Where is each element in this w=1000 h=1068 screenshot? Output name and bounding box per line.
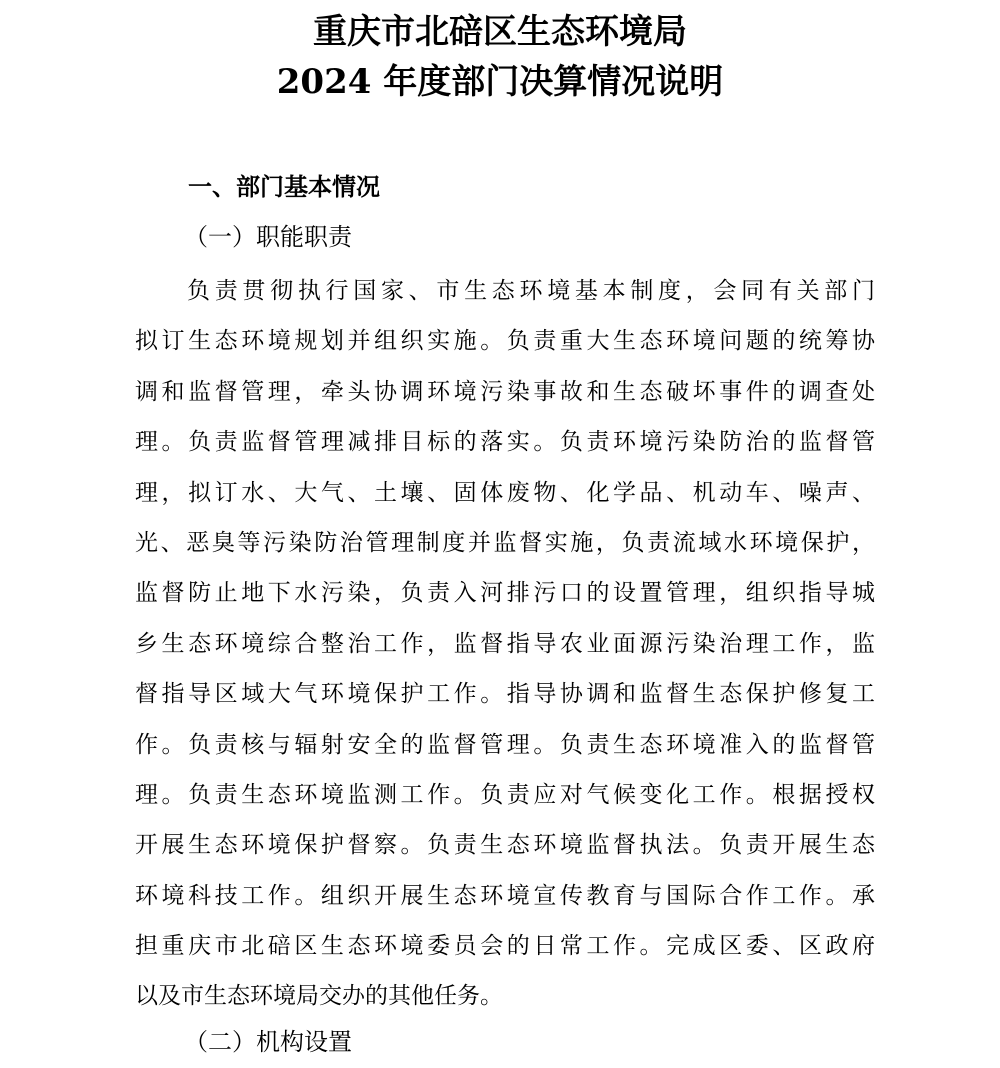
paragraph-line: 作。负责核与辐射安全的监督管理。负责生态环境准入的监督管 — [135, 731, 875, 758]
paragraph-line: 光、恶臭等污染防治管理制度并监督实施，负责流域水环境保护， — [135, 529, 875, 556]
document-title-line2: 2024 年度部门决算情况说明 — [276, 62, 724, 102]
section-heading-basic-info: 一、部门基本情况 — [188, 173, 380, 201]
paragraph-line: 理。负责监督管理减排目标的落实。负责环境污染防治的监督管 — [135, 429, 875, 456]
document-title-line1: 重庆市北碚区生态环境局 — [313, 12, 687, 52]
paragraph-line: 督指导区域大气环境保护工作。指导协调和监督生态保护修复工 — [135, 681, 875, 708]
paragraph-line: 理。负责生态环境监测工作。负责应对气候变化工作。根据授权 — [135, 781, 875, 808]
paragraph-line: 负责贯彻执行国家、市生态环境基本制度，会同有关部门 — [187, 278, 875, 304]
functions-paragraph — [135, 266, 875, 1022]
paragraph-line: 监督防止地下水污染，负责入河排污口的设置管理，组织指导城 — [135, 580, 875, 607]
paragraph-line: 以及市生态环境局交办的其他任务。 — [135, 983, 503, 1010]
paragraph-line: 调和监督管理，牵头协调环境污染事故和生态破坏事件的调查处 — [135, 378, 875, 405]
paragraph-line: 担重庆市北碚区生态环境委员会的日常工作。完成区委、区政府 — [135, 933, 875, 960]
paragraph-line: 理，拟订水、大气、土壤、固体废物、化学品、机动车、噪声、 — [135, 479, 875, 506]
paragraph-line: 乡生态环境综合整治工作，监督指导农业面源污染治理工作，监 — [135, 630, 875, 657]
paragraph-line: 环境科技工作。组织开展生态环境宣传教育与国际合作工作。承 — [135, 882, 875, 909]
subsection-heading-organization: （二）机构设置 — [184, 1028, 352, 1056]
paragraph-line: 拟订生态环境规划并组织实施。负责重大生态环境问题的统筹协 — [135, 328, 875, 355]
paragraph-line: 开展生态环境保护督察。负责生态环境监督执法。负责开展生态 — [135, 832, 875, 859]
subsection-heading-functions: （一）职能职责 — [184, 223, 352, 251]
